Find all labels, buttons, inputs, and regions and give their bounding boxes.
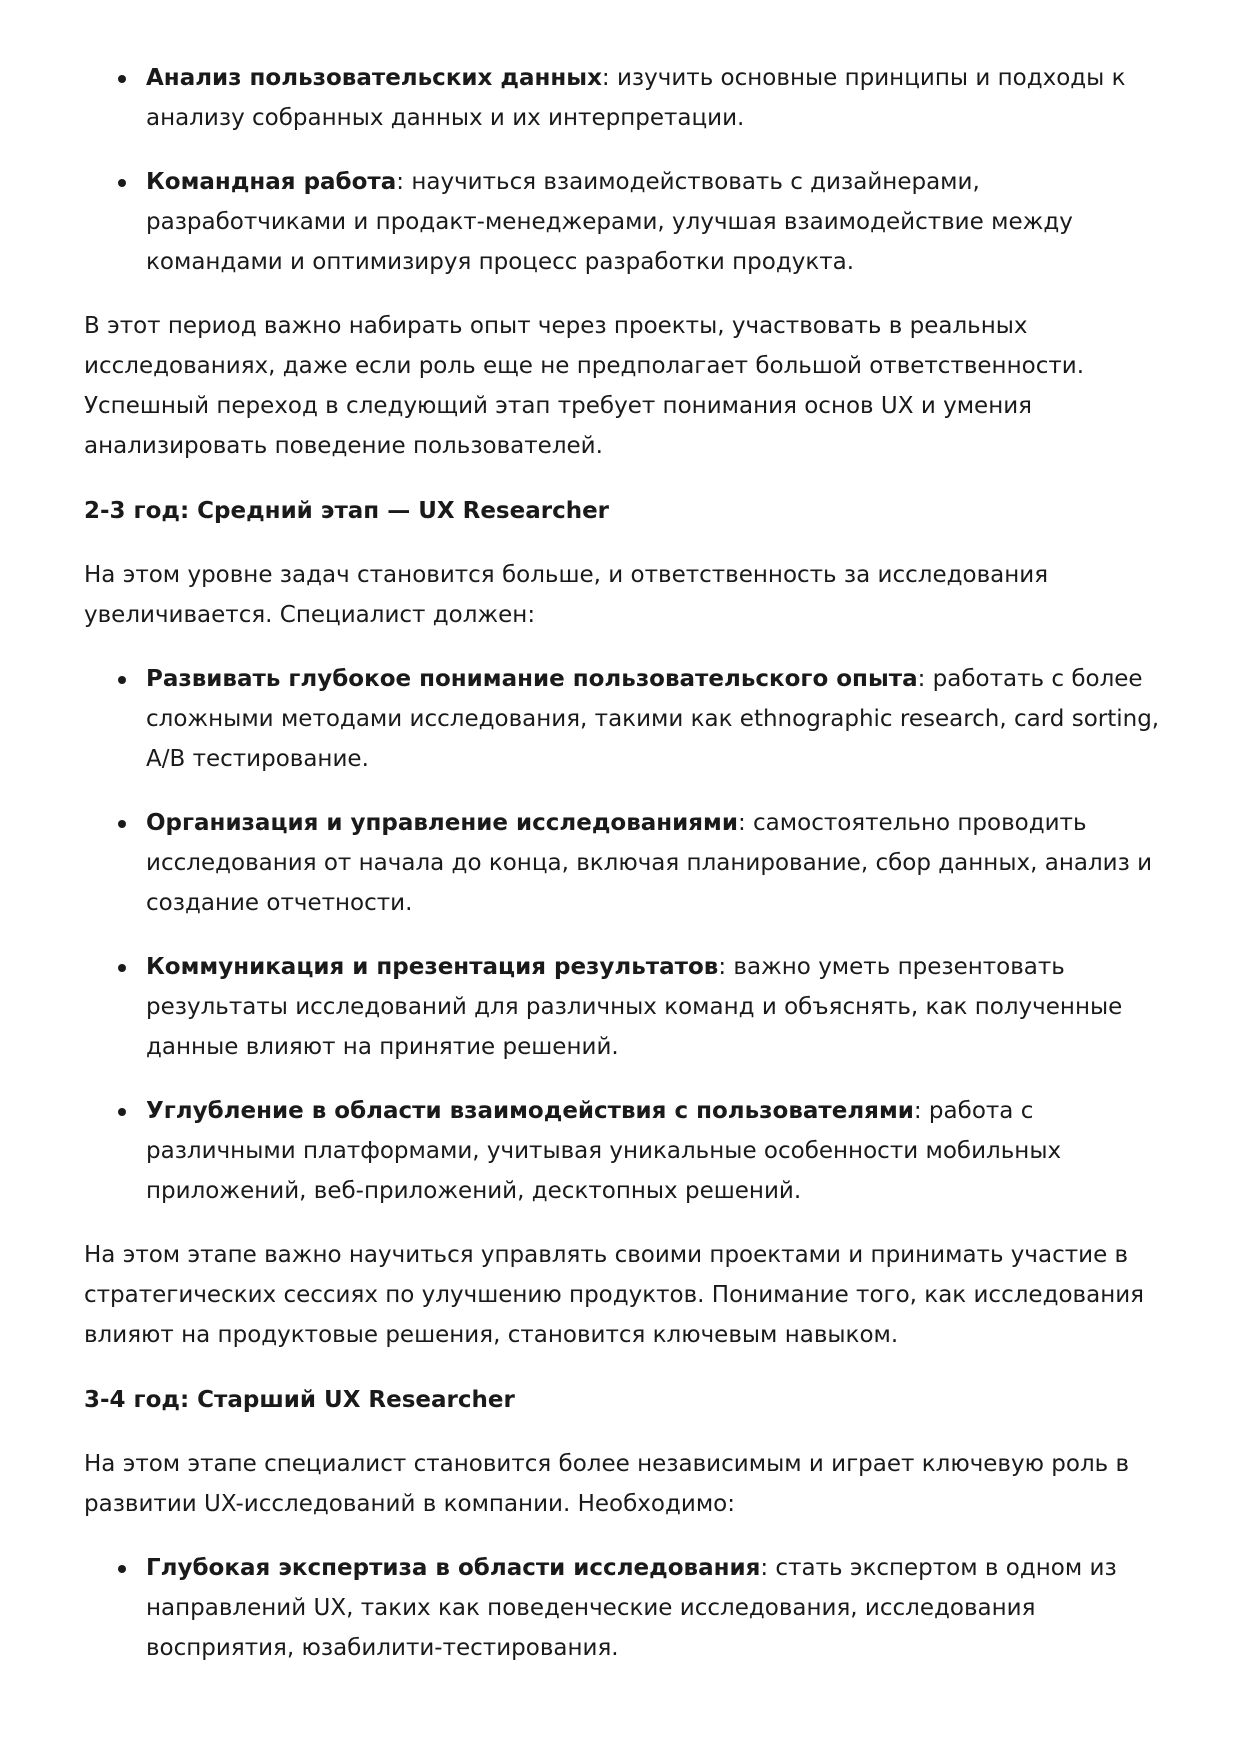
list-item-term: Развивать глубокое понимание пользовательского опыта: [146, 666, 918, 692]
document-page: [84, 58, 1164, 1668]
bullet-list-skills-middle: [84, 659, 1164, 1211]
list-item-term: Углубление в области взаимодействия с пользователями: [146, 1098, 914, 1124]
bullet-icon: [118, 676, 126, 684]
list-item-text: : стать экспертом в одном из направлений UX, таких как поведенческие исследования, исследования восприятия, юзабилити-тестирования.: [146, 1555, 1117, 1661]
list-item-text: : важно уметь презентовать результаты исследований для различных команд и объяснять, как полученные данные влияют на принятие решений.: [146, 954, 1123, 1060]
bullet-list-skills-senior: [84, 1548, 1164, 1668]
list-item-text: : работа с различными платформами, учитывая уникальные особенности мобильных приложений, веб-приложений, десктопных решений.: [146, 1098, 1062, 1204]
bullet-icon: [118, 75, 126, 83]
paragraph-middle-summary: На этом этапе важно научиться управлять своими проектами и принимать участие в стратегических сессиях по улучшению продуктов. Понимание того, как исследования влияют на продуктовые решения, становится ключевым навыком.: [84, 1242, 1145, 1348]
paragraph-middle-intro: На этом уровне задач становится больше, и ответственность за исследования увеличивается. Специалист должен:: [84, 562, 1049, 628]
list-item-term: Глубокая экспертиза в области исследования: [146, 1555, 761, 1581]
paragraph-junior-summary: В этот период важно набирать опыт через проекты, участвовать в реальных исследованиях, даже если роль еще не предполагает большой ответственности. Успешный переход в следующий этап требует понимания основ UX и умения анализировать поведение пользователей.: [84, 313, 1085, 459]
list-item: [84, 1548, 1164, 1668]
list-item-text: : научиться взаимодействовать с дизайнерами, разработчиками и продакт-менеджерами, улучшая взаимодействие между командами и оптимизируя процесс разработки продукта.: [146, 169, 1073, 275]
list-item-term: Коммуникация и презентация результатов: [146, 954, 719, 980]
bullet-icon: [118, 1108, 126, 1116]
list-item-term: Анализ пользовательских данных: [146, 65, 602, 91]
list-item: [84, 803, 1164, 923]
list-item: [84, 947, 1164, 1067]
bullet-icon: [118, 964, 126, 972]
list-item: [84, 1091, 1164, 1211]
list-item-term: Организация и управление исследованиями: [146, 810, 738, 836]
list-item: [84, 659, 1164, 779]
paragraph-senior-intro: На этом этапе специалист становится более независимым и играет ключевую роль в развитии UX-исследований в компании. Необходимо:: [84, 1451, 1130, 1517]
bullet-icon: [118, 1565, 126, 1573]
section-heading-senior: 3-4 год: Старший UX Researcher: [84, 1387, 515, 1413]
section-heading-middle: 2-3 год: Средний этап — UX Researcher: [84, 498, 610, 524]
list-item: [84, 58, 1164, 138]
list-item: [84, 162, 1164, 282]
bullet-list-skills-junior: [84, 58, 1164, 282]
bullet-icon: [118, 820, 126, 828]
list-item-text: : изучить основные принципы и подходы к анализу собранных данных и их интерпретации.: [146, 65, 1126, 131]
list-item-text: : самостоятельно проводить исследования от начала до конца, включая планирование, сбор данных, анализ и создание отчетности.: [146, 810, 1153, 916]
list-item-term: Командная работа: [146, 169, 397, 195]
bullet-icon: [118, 179, 126, 187]
list-item-text: : работать с более сложными методами исследования, такими как ethnographic research, card sorting, A/B тестирование.: [146, 666, 1160, 772]
